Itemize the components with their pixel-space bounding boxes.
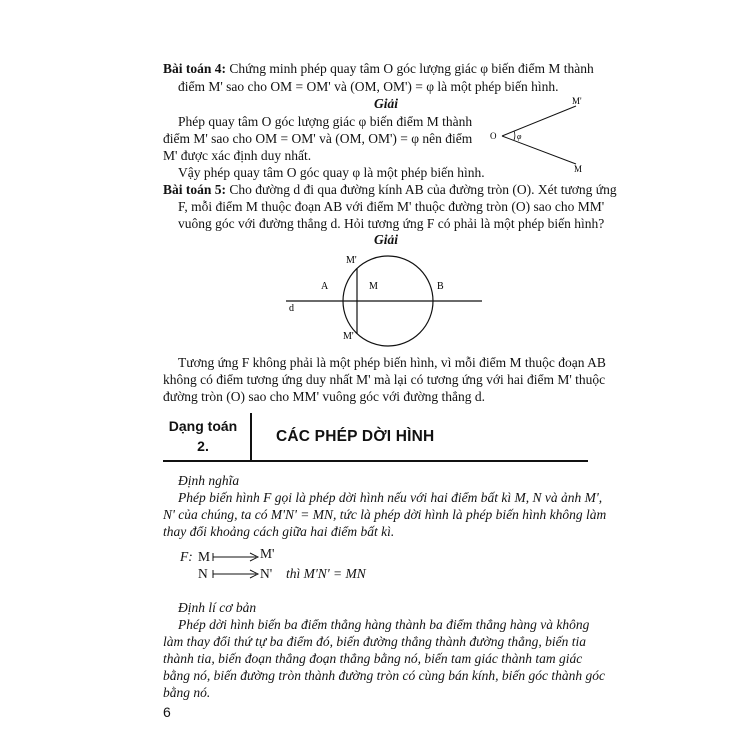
label-o: O bbox=[490, 131, 497, 141]
mapping-n: N bbox=[198, 566, 208, 581]
label-m-prime-top: M' bbox=[346, 255, 357, 266]
mapping-m-prime: M' bbox=[260, 546, 275, 561]
label-a: A bbox=[321, 281, 329, 292]
mapping-arrow-n bbox=[212, 567, 260, 581]
label-m: M bbox=[369, 281, 378, 292]
rotation-figure bbox=[486, 94, 596, 174]
problem4-text1: Chứng minh phép quay tâm O góc lượng giác φ biến điểm M thành bbox=[229, 61, 594, 76]
theorem-line2: làm thay đổi thứ tự ba điểm đó, biến đường thẳng thành đường thẳng, biến tia bbox=[163, 634, 586, 649]
section-label-line2: 2. bbox=[197, 438, 209, 454]
problem5-answer-line1: Tương ứng F không phải là một phép biến hình, vì mỗi điểm M thuộc đoạn AB bbox=[178, 355, 606, 370]
theorem-line5: bằng nó. bbox=[163, 685, 211, 700]
ray-om bbox=[502, 136, 576, 164]
section-label bbox=[163, 416, 243, 456]
label-m: M bbox=[574, 164, 583, 174]
label-phi: φ bbox=[517, 132, 522, 141]
problem4-sol-line2: điểm M' sao cho OM = OM' và (OM, OM') = φ nên điểm bbox=[163, 131, 473, 146]
theorem-line4: bằng nó, biến đường tròn thành đường tròn có cùng bán kính, biến góc thành góc bbox=[163, 668, 605, 683]
problem5-line2: F, mỗi điểm M thuộc đoạn AB với điểm M' thuộc đường tròn (O) sao cho MM' bbox=[178, 199, 605, 214]
page-number: 6 bbox=[163, 704, 171, 720]
problem4-sol-line1: Phép quay tâm O góc lượng giác φ biến điểm M thành bbox=[178, 114, 473, 129]
problem4-sol-line4: Vậy phép quay tâm O góc quay φ là một phép biến hình. bbox=[178, 165, 485, 180]
definition-heading: Định nghĩa bbox=[178, 473, 240, 488]
theorem-heading: Định lí cơ bản bbox=[178, 600, 257, 615]
problem5-line1 bbox=[163, 182, 617, 198]
label-m-prime-bottom: M' bbox=[343, 331, 354, 342]
problem4-line1 bbox=[163, 61, 594, 77]
section-label-line1: Dạng toán bbox=[168, 418, 238, 434]
section-divider-horizontal bbox=[163, 460, 588, 462]
mapping-f-label: F: bbox=[180, 549, 193, 564]
definition-line2: N' của chúng, ta có M'N' = MN, tức là phép dời hình là phép biến hình không làm bbox=[163, 507, 607, 522]
mapping-n-prime: N' bbox=[260, 566, 273, 581]
problem5-text1: Cho đường d đi qua đường kính AB của đường tròn (O). Xét tương ứng bbox=[229, 182, 617, 197]
angle-arc bbox=[514, 131, 515, 140]
problem4-label: Bài toán 4: bbox=[163, 61, 227, 76]
section-divider-vertical bbox=[250, 413, 252, 461]
problem5-answer-line2: không có điểm tương ứng duy nhất M' mà lại có tương ứng với hai điểm M' thuộc bbox=[163, 372, 606, 387]
mapping-condition: thì M'N' = MN bbox=[286, 566, 366, 581]
label-d: d bbox=[289, 303, 294, 314]
problem4-line2: điểm M' sao cho OM = OM' và (OM, OM') = φ là một phép biến hình. bbox=[178, 79, 559, 94]
problem5-answer-line3: đường tròn (O) sao cho MM' vuông góc với đường thẳng d. bbox=[163, 389, 485, 404]
theorem-line3: thành tia, biến đoạn thẳng đoạn thẳng bằng nó, biến tam giác thành tam giác bbox=[163, 651, 583, 666]
definition-line3: thay đổi khoảng cách giữa hai điểm bất kì. bbox=[163, 524, 395, 539]
ray-om-prime bbox=[502, 106, 576, 136]
circle-figure bbox=[280, 250, 490, 350]
problem4-solution-title: Giải bbox=[374, 96, 399, 111]
label-m-prime: M' bbox=[572, 96, 582, 106]
theorem-line1: Phép dời hình biến ba điểm thẳng hàng thành ba điểm thẳng hàng và không bbox=[178, 617, 590, 632]
problem5-line3: vuông góc với đường thẳng d. Hỏi tương ứng F có phải là một phép biến hình? bbox=[178, 216, 605, 231]
problem5-solution-title: Giải bbox=[374, 232, 399, 247]
section-title: CÁC PHÉP DỜI HÌNH bbox=[276, 428, 435, 445]
mapping-m: M bbox=[198, 549, 211, 564]
problem4-sol-line3: M' được xác định duy nhất. bbox=[163, 148, 312, 163]
mapping-arrow-m bbox=[212, 550, 260, 564]
definition-line1: Phép biến hình F gọi là phép dời hình nếu với hai điểm bất kì M, N và ảnh M', bbox=[178, 490, 603, 505]
problem5-label: Bài toán 5: bbox=[163, 182, 227, 197]
label-b: B bbox=[437, 281, 444, 292]
